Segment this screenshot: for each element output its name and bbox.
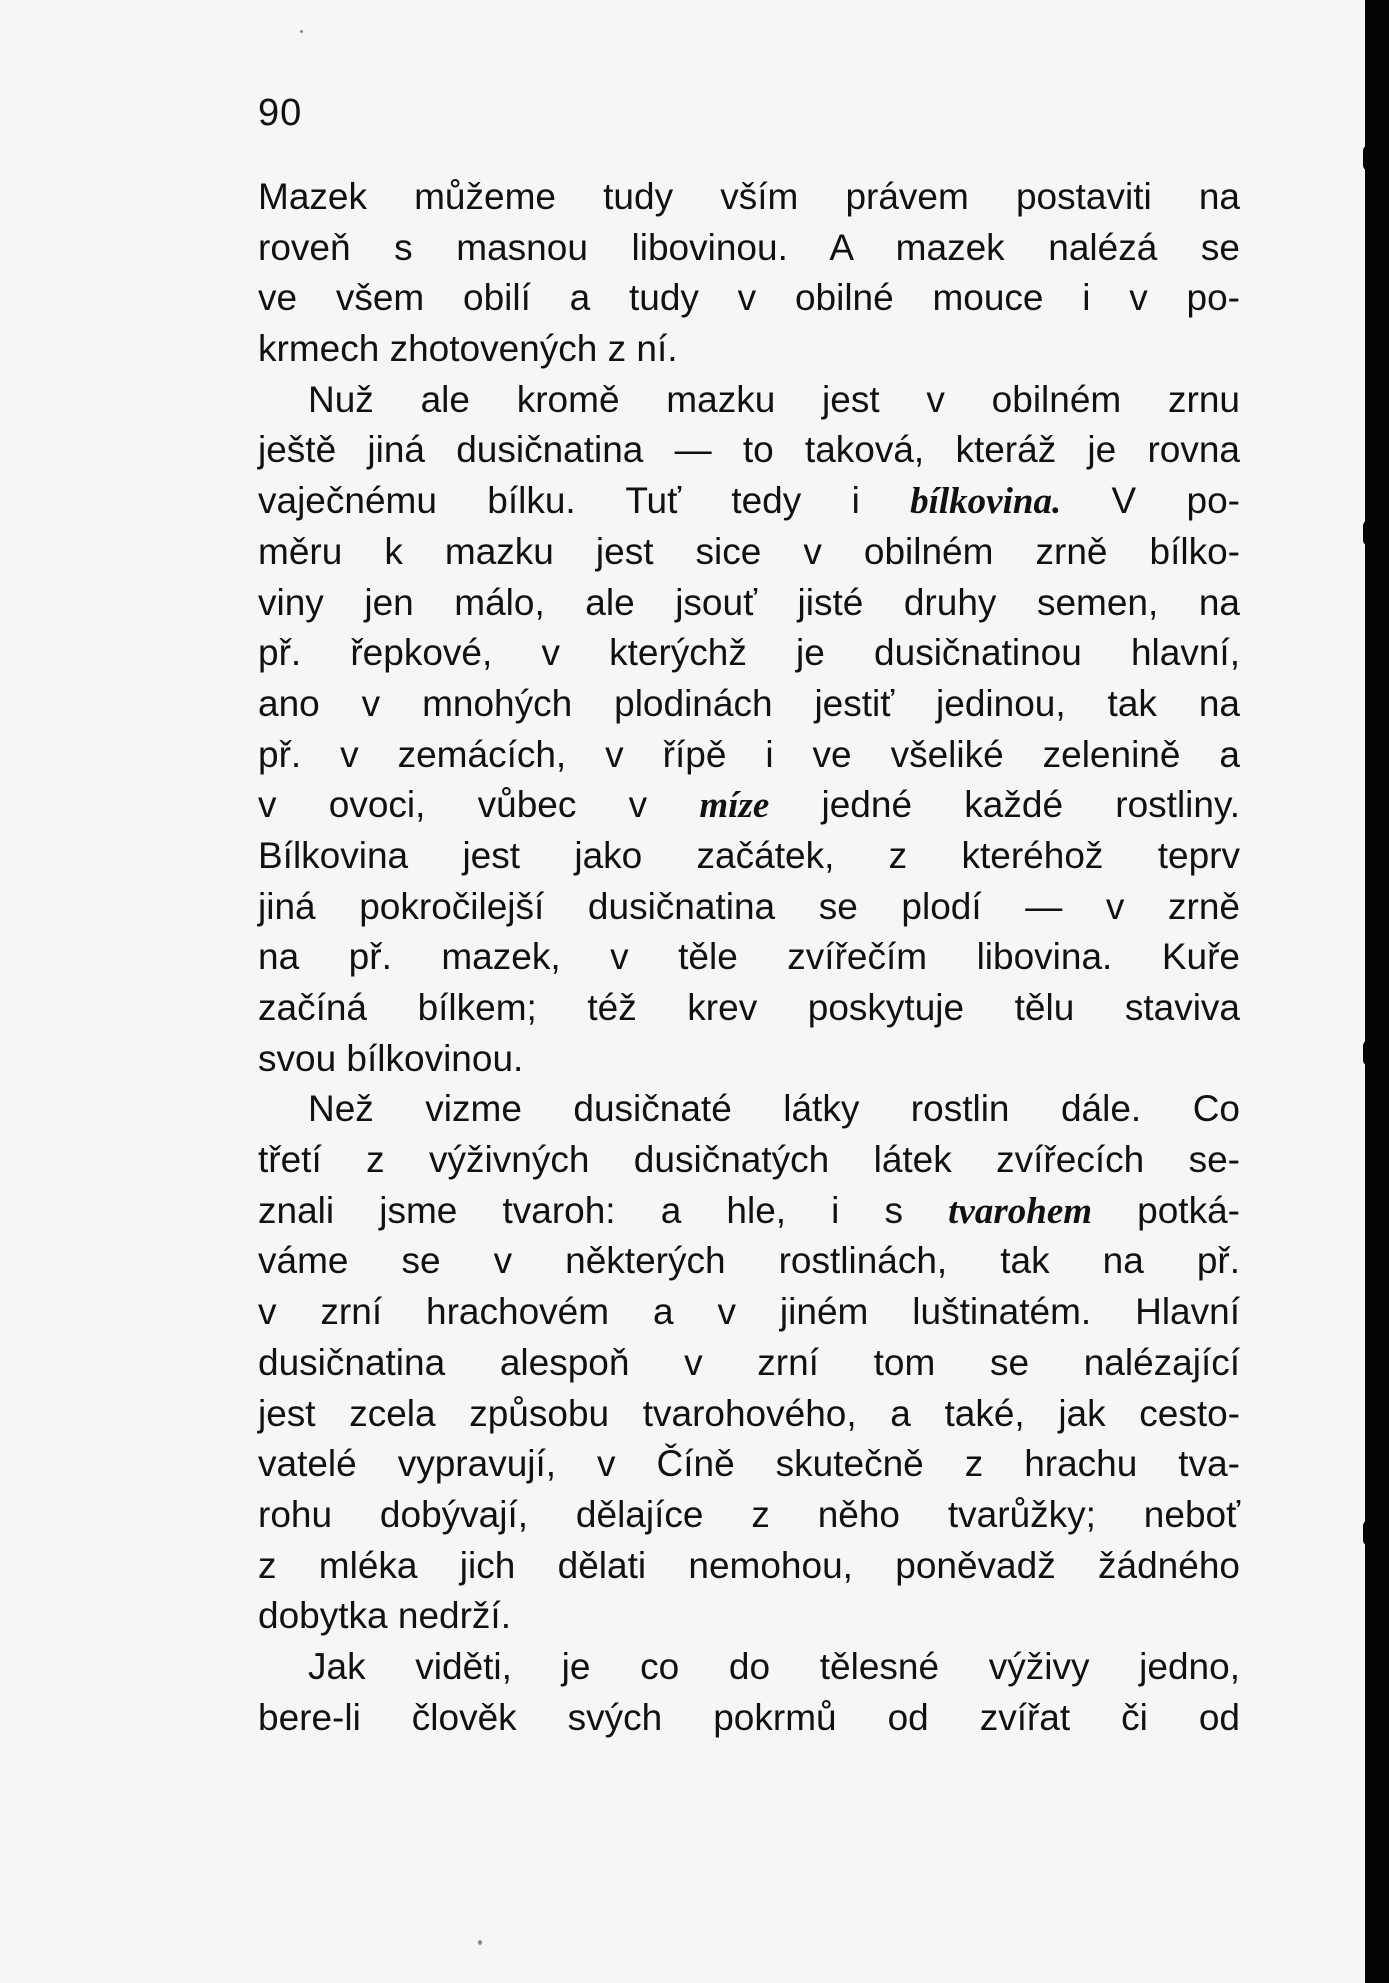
- text-line: [258, 1490, 1240, 1541]
- text-line: [258, 1287, 1240, 1338]
- scan-edge-notch: [1363, 145, 1377, 171]
- emphasized-term: bílkovina.: [910, 481, 1062, 523]
- text-segment: znali jsme tvaroh: a hle, i s: [258, 1189, 949, 1231]
- text-segment: z mléka jich dělati nemohou, poněvadž žádného: [258, 1544, 1240, 1586]
- text-line: [258, 172, 1240, 223]
- text-segment: krmech zhotovených z ní.: [258, 328, 678, 370]
- text-segment: začíná bílkem; též krev poskytuje tělu staviva: [258, 987, 1240, 1028]
- text-segment: v zrní hrachovém a v jiném luštinatém. Hlavní: [258, 1291, 1240, 1333]
- text-segment: Než vizme dusičnaté látky rostlin dále. Co: [308, 1088, 1240, 1130]
- text-segment: měru k mazku jest sice v obilném zrně bílko-: [258, 530, 1240, 572]
- text-segment: bere-li člověk svých pokrmů od zvířat či od: [258, 1696, 1240, 1738]
- scan-edge-notch: [1363, 520, 1377, 546]
- text-segment: vatelé vypravují, v Číně skutečně z hrachu tva-: [258, 1443, 1240, 1485]
- text-line: [258, 1034, 1240, 1085]
- text-line: [258, 1591, 1240, 1642]
- text-line: [258, 1439, 1240, 1490]
- emphasized-term: míze: [699, 785, 770, 827]
- scan-edge-notch: [1363, 1520, 1377, 1546]
- text-line: [258, 1693, 1240, 1744]
- text-segment: v ovoci, vůbec v: [258, 784, 700, 826]
- text-line: [258, 983, 1240, 1034]
- text-line: [258, 780, 1240, 831]
- text-line: [258, 1642, 1240, 1693]
- text-line: [258, 1541, 1240, 1592]
- text-segment: Bílkovina jest jako začátek, z kteréhož teprv: [258, 834, 1240, 876]
- text-segment: Jak viděti, je co do tělesné výživy jedno,: [308, 1645, 1240, 1687]
- text-segment: Nuž ale kromě mazku jest v obilném zrnu: [308, 378, 1240, 420]
- text-line: [258, 1084, 1240, 1135]
- text-line: [258, 628, 1240, 679]
- text-segment: jest zcela způsobu tvarohového, a také, jak cesto-: [258, 1392, 1240, 1434]
- text-segment: ještě jiná dusičnatina — to taková, kteráž je rovna: [258, 429, 1240, 471]
- text-segment: na př. mazek, v těle zvířečím libovina. Kuře: [258, 936, 1240, 978]
- emphasized-term: tvarohem: [948, 1190, 1093, 1232]
- text-line: [258, 679, 1240, 730]
- text-segment: vaječnému bílku. Tuť tedy i: [258, 480, 911, 522]
- scan-edge: [1365, 0, 1389, 1983]
- text-segment: roveň s masnou libovinou. A mazek nalézá se: [258, 226, 1240, 268]
- text-line: [258, 1338, 1240, 1389]
- text-line: [258, 578, 1240, 629]
- text-line: [258, 1135, 1240, 1186]
- text-line: [258, 882, 1240, 933]
- text-line: [258, 273, 1240, 324]
- paper-speck: [300, 30, 303, 33]
- text-segment: jedné každé rostliny.: [769, 784, 1240, 826]
- text-segment: dusičnatina alespoň v zrní tom se nalézající: [258, 1341, 1240, 1383]
- text-segment: svou bílkovinou.: [258, 1037, 524, 1079]
- text-segment: ve všem obilí a tudy v obilné mouce i v po-: [258, 277, 1240, 319]
- text-line: [258, 476, 1240, 527]
- text-segment: př. v zemácích, v řípě i ve všeliké zelenině a: [258, 733, 1240, 775]
- text-line: [258, 324, 1240, 375]
- text-line: [258, 1186, 1240, 1237]
- text-line: [258, 527, 1240, 578]
- text-segment: potká-: [1092, 1189, 1240, 1231]
- text-segment: V po-: [1061, 480, 1241, 522]
- text-line: [258, 375, 1240, 426]
- text-line: [258, 932, 1240, 983]
- text-line: [258, 223, 1240, 274]
- text-line: [258, 831, 1240, 882]
- text-segment: př. řepkové, v kterýchž je dusičnatinou hlavní,: [258, 632, 1240, 674]
- text-segment: jiná pokročilejší dusičnatina se plodí — v zrně: [258, 885, 1240, 927]
- text-line: [258, 730, 1240, 781]
- text-segment: dobytka nedrží.: [258, 1595, 511, 1637]
- text-segment: rohu dobývají, dělajíce z něho tvarůžky; neboť: [258, 1493, 1240, 1535]
- text-segment: ano v mnohých plodinách jestiť jedinou, tak na: [258, 682, 1240, 724]
- text-line: [258, 1389, 1240, 1440]
- paper-speck: [478, 1940, 482, 1945]
- page-number: 90: [258, 92, 303, 134]
- text-segment: třetí z výživných dusičnatých látek zvířecích se-: [258, 1139, 1240, 1181]
- text-segment: viny jen málo, ale jsouť jisté druhy semen, na: [258, 581, 1240, 623]
- text-line: [258, 1236, 1240, 1287]
- text-segment: váme se v některých rostlinách, tak na př.: [258, 1240, 1240, 1282]
- body-text: [258, 172, 1240, 1743]
- text-line: [258, 425, 1240, 476]
- text-segment: Mazek můžeme tudy vším právem postaviti na: [258, 176, 1240, 217]
- scan-edge-notch: [1363, 1040, 1377, 1066]
